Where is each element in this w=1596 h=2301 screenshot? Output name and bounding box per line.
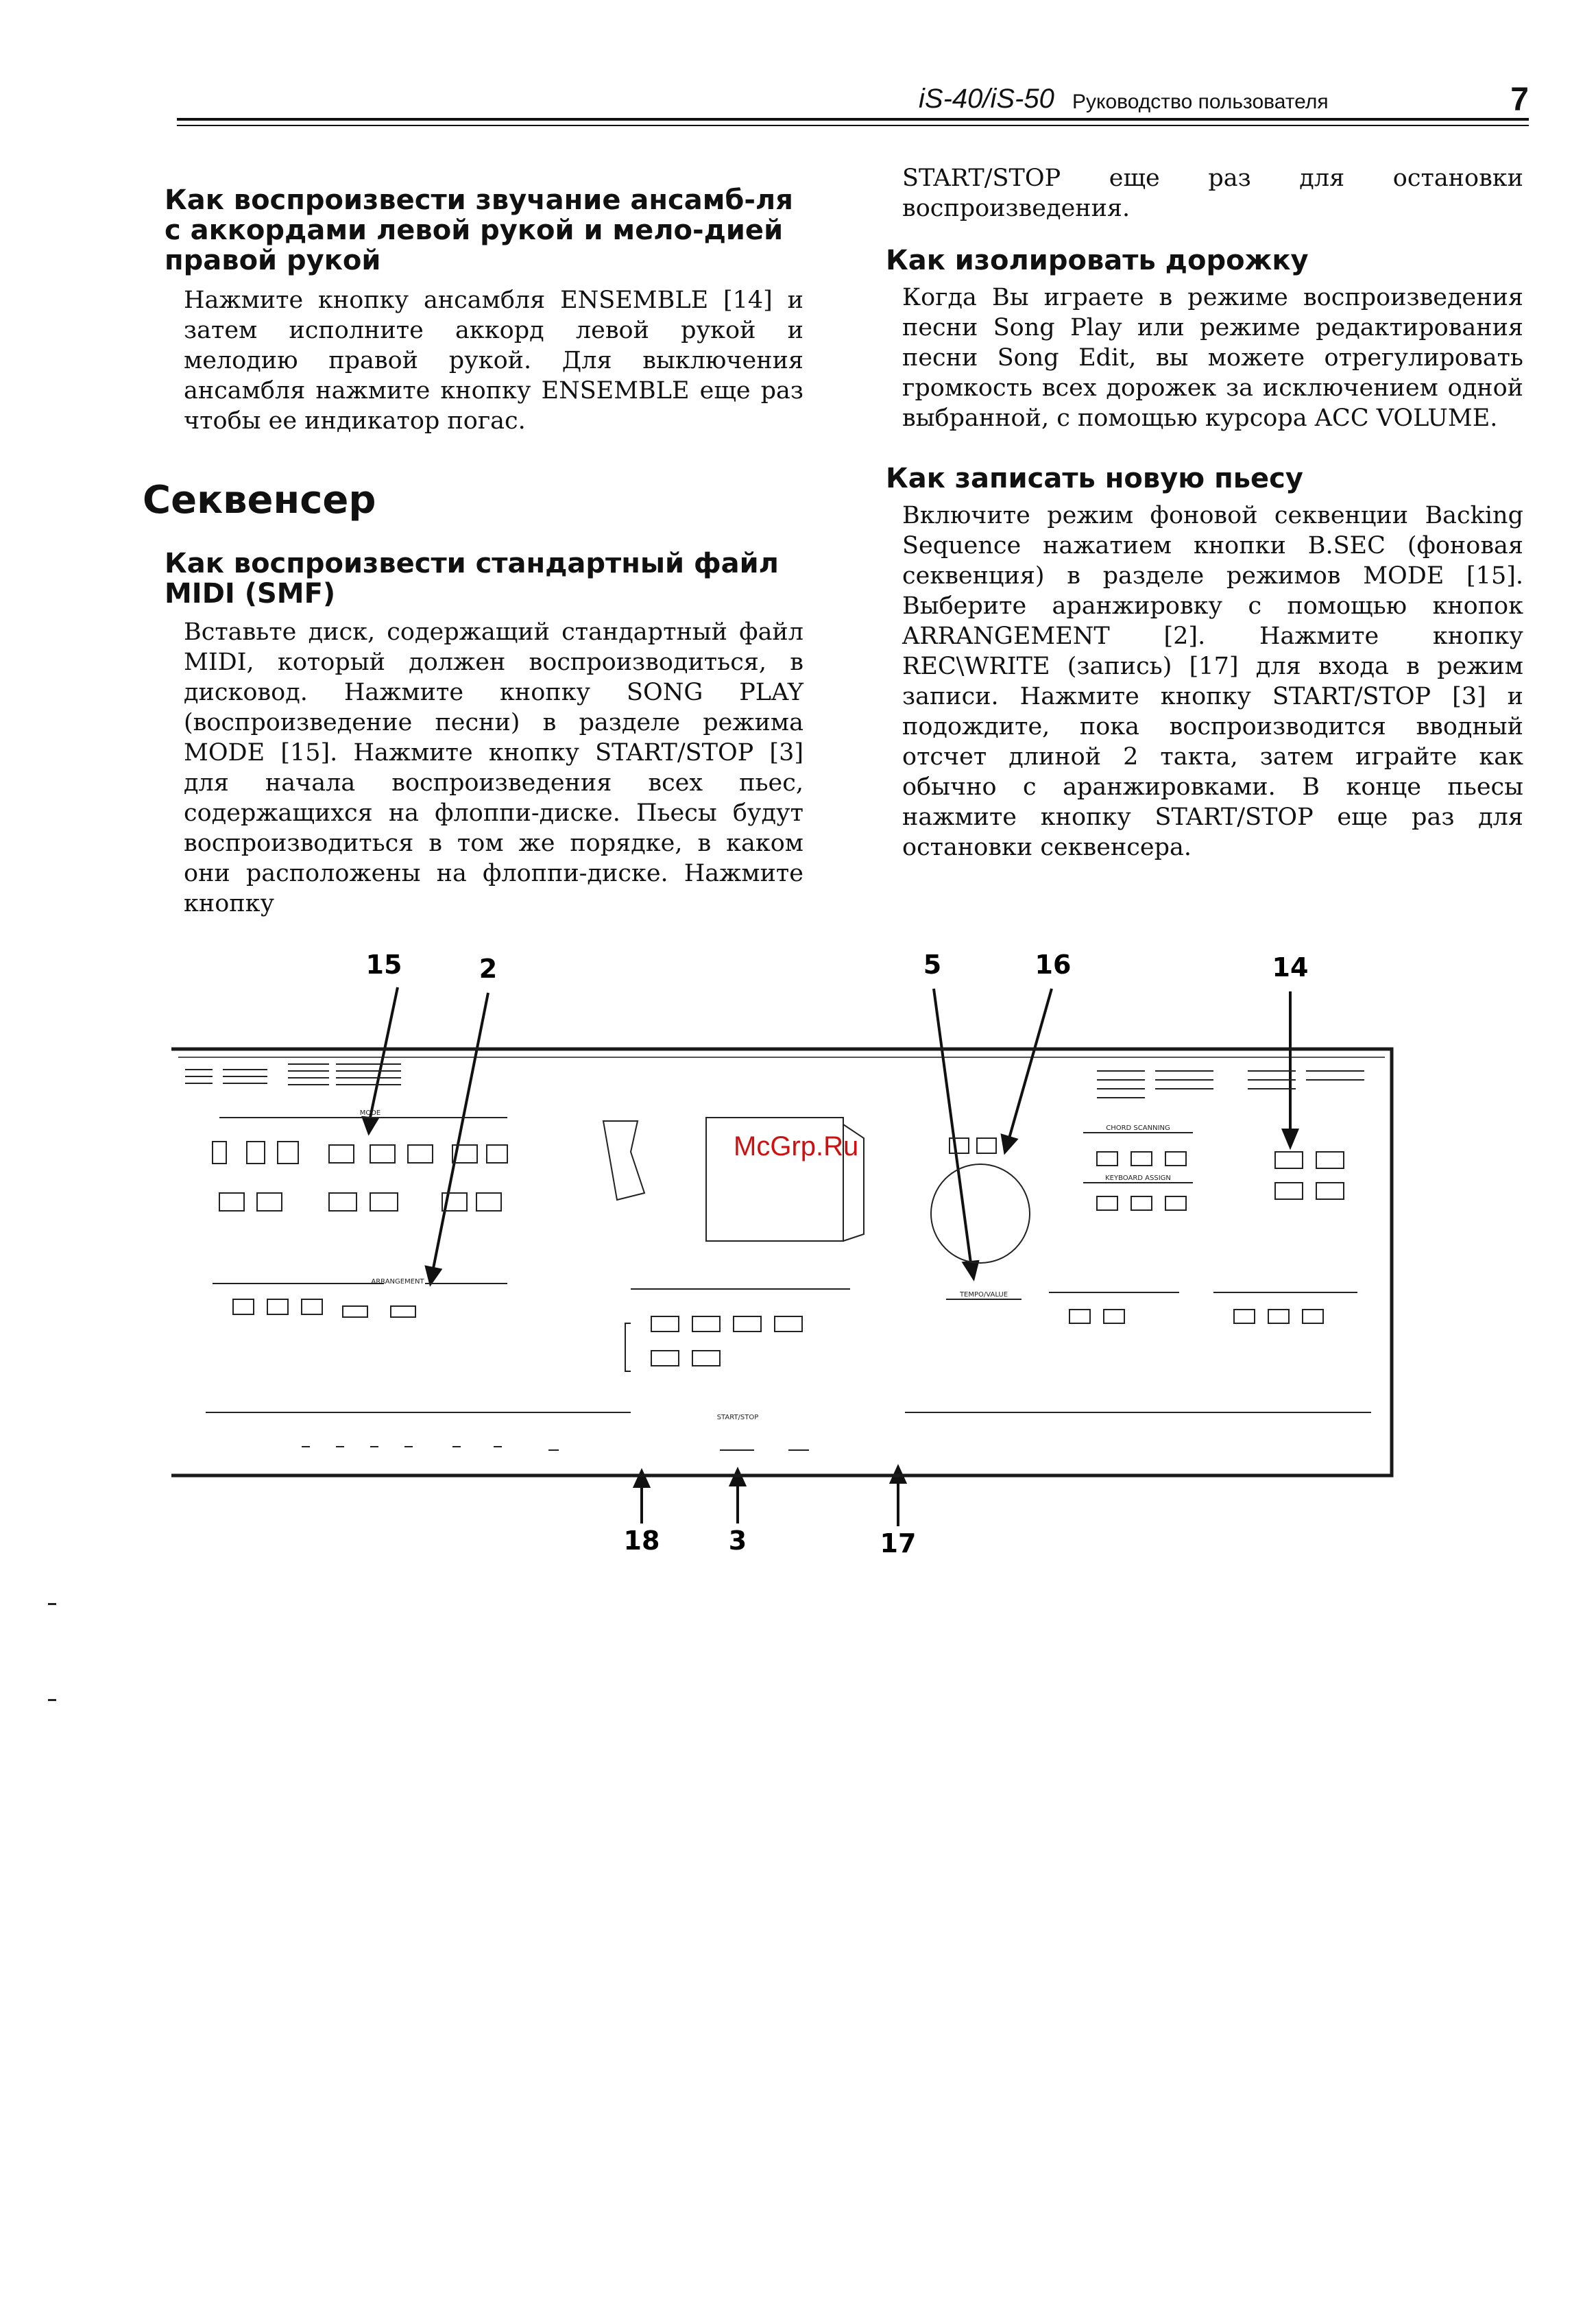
ensemble-buttons — [1275, 1152, 1344, 1199]
leader-16 — [1009, 989, 1052, 1138]
arrangement-buttons — [233, 1299, 415, 1317]
header-rule-thin — [177, 125, 1529, 126]
keyboard-assign-label: KEYBOARD ASSIGN — [1105, 1174, 1171, 1182]
arrowhead-5 — [964, 1262, 978, 1278]
right-column — [886, 163, 1523, 863]
arrowhead-16 — [1002, 1135, 1016, 1152]
record-body: Включите режим фоновой секвенции Backing Sequence нажатием кнопки B.SEC (фоновая секвенция) в разделе режимов MODE [15]. Выберите аранжировку с помощью кнопок ARRANGEMENT [2]. Нажмите кнопку REC\WRITE (запись) [17] для входа в режим записи. Нажмите кнопку START/STOP [3] и подождите, пока воспроизводится вводный отсчет длиной 2 такта, затем играйте как обычно с аранжировками. В конце пьесы нажмите кнопку START/STOP еще раз для остановки секвенсера. — [902, 502, 1523, 861]
isolate-body: Когда Вы играете в режиме воспроизведения песни Song Play или режиме редактирования песни Song Edit, вы можете отрегулировать громкость всех дорожек за исключением одной выбранной, с помощью курсора ACC VOLUME. — [902, 284, 1523, 432]
sequencer-heading: Секвенсер — [143, 478, 376, 522]
leader-5 — [934, 989, 971, 1263]
callout-3: 3 — [728, 1526, 747, 1556]
header-rule-thick — [177, 118, 1529, 121]
manual-title: Руководство пользователя — [1072, 91, 1329, 113]
arrowhead-15 — [363, 1118, 377, 1133]
smf-body: Вставьте диск, содержащий стандартный файл MIDI, который должен воспроизводиться, в дисковод. Нажмите кнопку SONG PLAY (воспроизведение песни) в разделе режима MODE [15]. Нажмите кнопку START/STOP [3] для начала воспроизведения всех пьес, содержащихся на флоппи-диске. Пьесы будут воспроизводиться в том же порядке, в каком они расположены на флоппи-диске. Нажмите кнопку — [184, 618, 803, 917]
leader-2 — [433, 993, 488, 1268]
arrangement-label: ARRANGEMENT — [371, 1278, 424, 1286]
record-heading: Как записать новую пьесу — [886, 463, 1303, 494]
ensemble-body: Нажмите кнопку ансамбля ENSEMBLE [14] и затем исполните аккорд левой рукой и мелодию правой рукой. Для выключения ансамбля нажмите кнопку ENSEMBLE еще раз чтобы ее индикатор погас. — [184, 287, 803, 435]
leader-15 — [370, 987, 398, 1118]
control-panel-figure — [165, 946, 1405, 1563]
panel-legend-left — [185, 1064, 401, 1085]
smf-heading: Как воспроизвести стандартный файл MIDI (SMF) — [165, 548, 779, 610]
arrowhead-3 — [731, 1470, 745, 1485]
center-bracket — [625, 1323, 631, 1371]
margin-mark-top — [48, 1603, 56, 1605]
watermark: McGrp.Ru — [734, 1131, 859, 1161]
panel-legend-right — [1097, 1071, 1364, 1098]
transport-marks — [302, 1447, 809, 1450]
mode-buttons — [213, 1142, 507, 1211]
panel-frame — [171, 1049, 1392, 1475]
page-number: 7 — [1510, 82, 1529, 118]
chord-scanning-label: CHORD SCANNING — [1106, 1124, 1170, 1132]
callout-14: 14 — [1272, 952, 1309, 983]
smf-body-continued: START/STOP еще раз для остановки воспроизведения. — [902, 165, 1523, 222]
data-wheel — [931, 1164, 1030, 1263]
left-column — [143, 184, 803, 919]
callout-15: 15 — [365, 950, 402, 980]
callout-16: 16 — [1035, 950, 1072, 980]
page-header — [891, 84, 1529, 118]
callout-17: 17 — [880, 1528, 917, 1558]
callout-18: 18 — [623, 1526, 660, 1556]
isolate-heading: Как изолировать дорожку — [886, 245, 1309, 276]
mode-label: MODE — [359, 1109, 381, 1117]
tempo-label: TEMPO/VALUE — [959, 1291, 1008, 1299]
right-lower-buttons — [1069, 1310, 1323, 1323]
ensemble-heading: Как воспроизвести звучание ансамб-ля с аккордами левой рукой и мело-дией правой рукой — [165, 184, 793, 276]
center-lower-buttons — [651, 1316, 802, 1366]
model-name: iS-40/iS-50 — [919, 84, 1054, 114]
keyboard-assign-buttons — [1097, 1196, 1186, 1210]
start-stop-label: START/STOP — [716, 1414, 759, 1421]
chord-buttons — [1097, 1152, 1186, 1166]
arrowhead-14 — [1283, 1130, 1297, 1146]
margin-mark-bottom — [48, 1699, 56, 1701]
arrowhead-18 — [635, 1471, 649, 1486]
arrowhead-2 — [426, 1267, 440, 1284]
callout-5: 5 — [923, 950, 942, 980]
callout-2: 2 — [479, 954, 498, 984]
